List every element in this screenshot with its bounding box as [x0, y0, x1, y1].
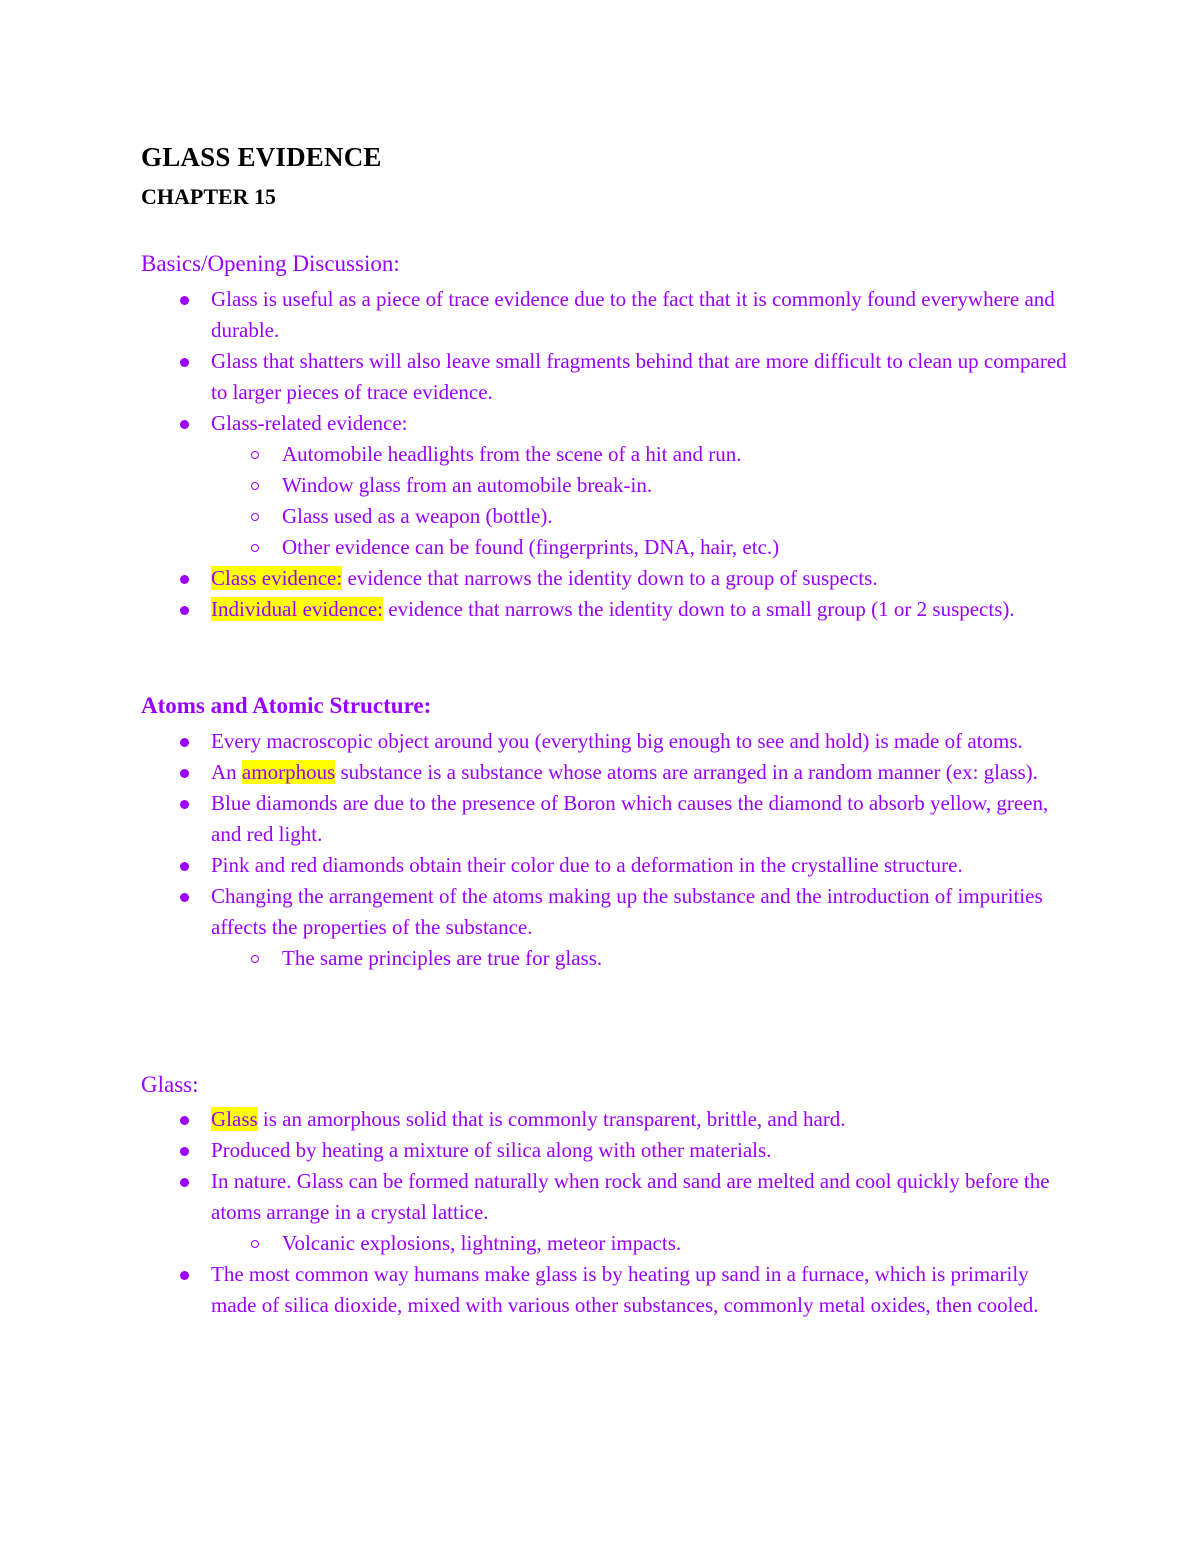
list-item: [141, 563, 1071, 594]
list-item-text: An: [211, 760, 242, 784]
list-item: [141, 1166, 1071, 1228]
list-item: [141, 788, 1071, 850]
list-item: [141, 408, 1071, 439]
list-item-text: Glass is useful as a piece of trace evidence due to the fact that it is commonly found everywhere and durable.: [211, 287, 1055, 342]
sub-list-item: [141, 470, 1071, 501]
bullet-dot-icon: [180, 1178, 189, 1187]
list-item: [141, 1259, 1071, 1321]
document-title: GLASS EVIDENCE: [141, 142, 382, 172]
list-item-text: substance is a substance whose atoms are arranged in a random manner (ex: glass).: [335, 760, 1038, 784]
section-heading-glass: Glass:: [141, 1072, 199, 1097]
list-item-text: The same principles are true for glass.: [282, 946, 603, 970]
list-item: [141, 726, 1071, 757]
list-item-text: Automobile headlights from the scene of a hit and run.: [282, 442, 742, 466]
list-item-text: Other evidence can be found (fingerprints, DNA, hair, etc.): [282, 535, 780, 559]
list-item: [141, 757, 1071, 788]
bullet-list-glass: [141, 1104, 1071, 1321]
bullet-dot-icon: [180, 1116, 189, 1125]
list-item: [141, 881, 1071, 943]
list-item: [141, 346, 1071, 408]
sub-list-item: [141, 439, 1071, 470]
bullet-dot-icon: [180, 296, 189, 305]
list-item-text: Volcanic explosions, lightning, meteor impacts.: [282, 1231, 682, 1255]
bullet-circle-icon: [251, 544, 259, 552]
bullet-circle-icon: [251, 451, 259, 459]
highlighted-term: Individual evidence:: [211, 597, 384, 621]
list-item-text: Glass used as a weapon (bottle).: [282, 504, 553, 528]
list-item-text: The most common way humans make glass is by heating up sand in a furnace, which is primarily made of silica dioxide, mixed with various other substances, commonly metal oxides, then cooled.: [211, 1262, 1039, 1317]
list-item: [141, 1104, 1071, 1135]
list-item-text: is an amorphous solid that is commonly transparent, brittle, and hard.: [257, 1107, 846, 1131]
sub-list-item: [141, 1228, 1071, 1259]
list-item: [141, 284, 1071, 346]
list-item-text: evidence that narrows the identity down to a group of suspects.: [342, 566, 878, 590]
list-item: [141, 1135, 1071, 1166]
bullet-dot-icon: [180, 1147, 189, 1156]
sub-list-item: [141, 532, 1071, 563]
bullet-list-atoms: [141, 726, 1071, 974]
list-item: [141, 594, 1071, 625]
list-item-text: Blue diamonds are due to the presence of Boron which causes the diamond to absorb yellow, green, and red light.: [211, 791, 1049, 846]
bullet-list-basics: [141, 284, 1071, 625]
section-heading-atoms: Atoms and Atomic Structure:: [141, 693, 432, 718]
list-item-text: evidence that narrows the identity down to a small group (1 or 2 suspects).: [383, 597, 1015, 621]
list-item-text: Glass that shatters will also leave small fragments behind that are more difficult to clean up compared to larger pieces of trace evidence.: [211, 349, 1067, 404]
bullet-dot-icon: [180, 738, 189, 747]
list-item-text: Produced by heating a mixture of silica along with other materials.: [211, 1138, 772, 1162]
bullet-dot-icon: [180, 358, 189, 367]
highlighted-term: Glass: [211, 1107, 258, 1131]
highlighted-term: amorphous: [241, 760, 336, 784]
section-heading-basics: Basics/Opening Discussion:: [141, 251, 400, 276]
bullet-dot-icon: [180, 769, 189, 778]
bullet-circle-icon: [251, 482, 259, 490]
bullet-dot-icon: [180, 862, 189, 871]
list-item-text: Glass-related evidence:: [211, 411, 408, 435]
document-subtitle: CHAPTER 15: [141, 184, 277, 209]
bullet-circle-icon: [251, 513, 259, 521]
list-item-text: In nature. Glass can be formed naturally when rock and sand are melted and cool quickly before the atoms arrange in a crystal lattice.: [211, 1169, 1050, 1224]
list-item-text: Changing the arrangement of the atoms making up the substance and the introduction of impurities affects the properties of the substance.: [211, 884, 1043, 939]
bullet-dot-icon: [180, 800, 189, 809]
list-item-text: Window glass from an automobile break-in.: [282, 473, 653, 497]
bullet-dot-icon: [180, 1271, 189, 1280]
bullet-circle-icon: [251, 1240, 259, 1248]
bullet-dot-icon: [180, 893, 189, 902]
bullet-dot-icon: [180, 606, 189, 615]
list-item-text: Pink and red diamonds obtain their color due to a deformation in the crystalline structure.: [211, 853, 963, 877]
sub-list-item: [141, 943, 1071, 974]
list-item: [141, 850, 1071, 881]
bullet-dot-icon: [180, 420, 189, 429]
bullet-circle-icon: [251, 955, 259, 963]
list-item-text: Every macroscopic object around you (everything big enough to see and hold) is made of atoms.: [211, 729, 1023, 753]
highlighted-term: Class evidence:: [211, 566, 343, 590]
bullet-dot-icon: [180, 575, 189, 584]
sub-list-item: [141, 501, 1071, 532]
